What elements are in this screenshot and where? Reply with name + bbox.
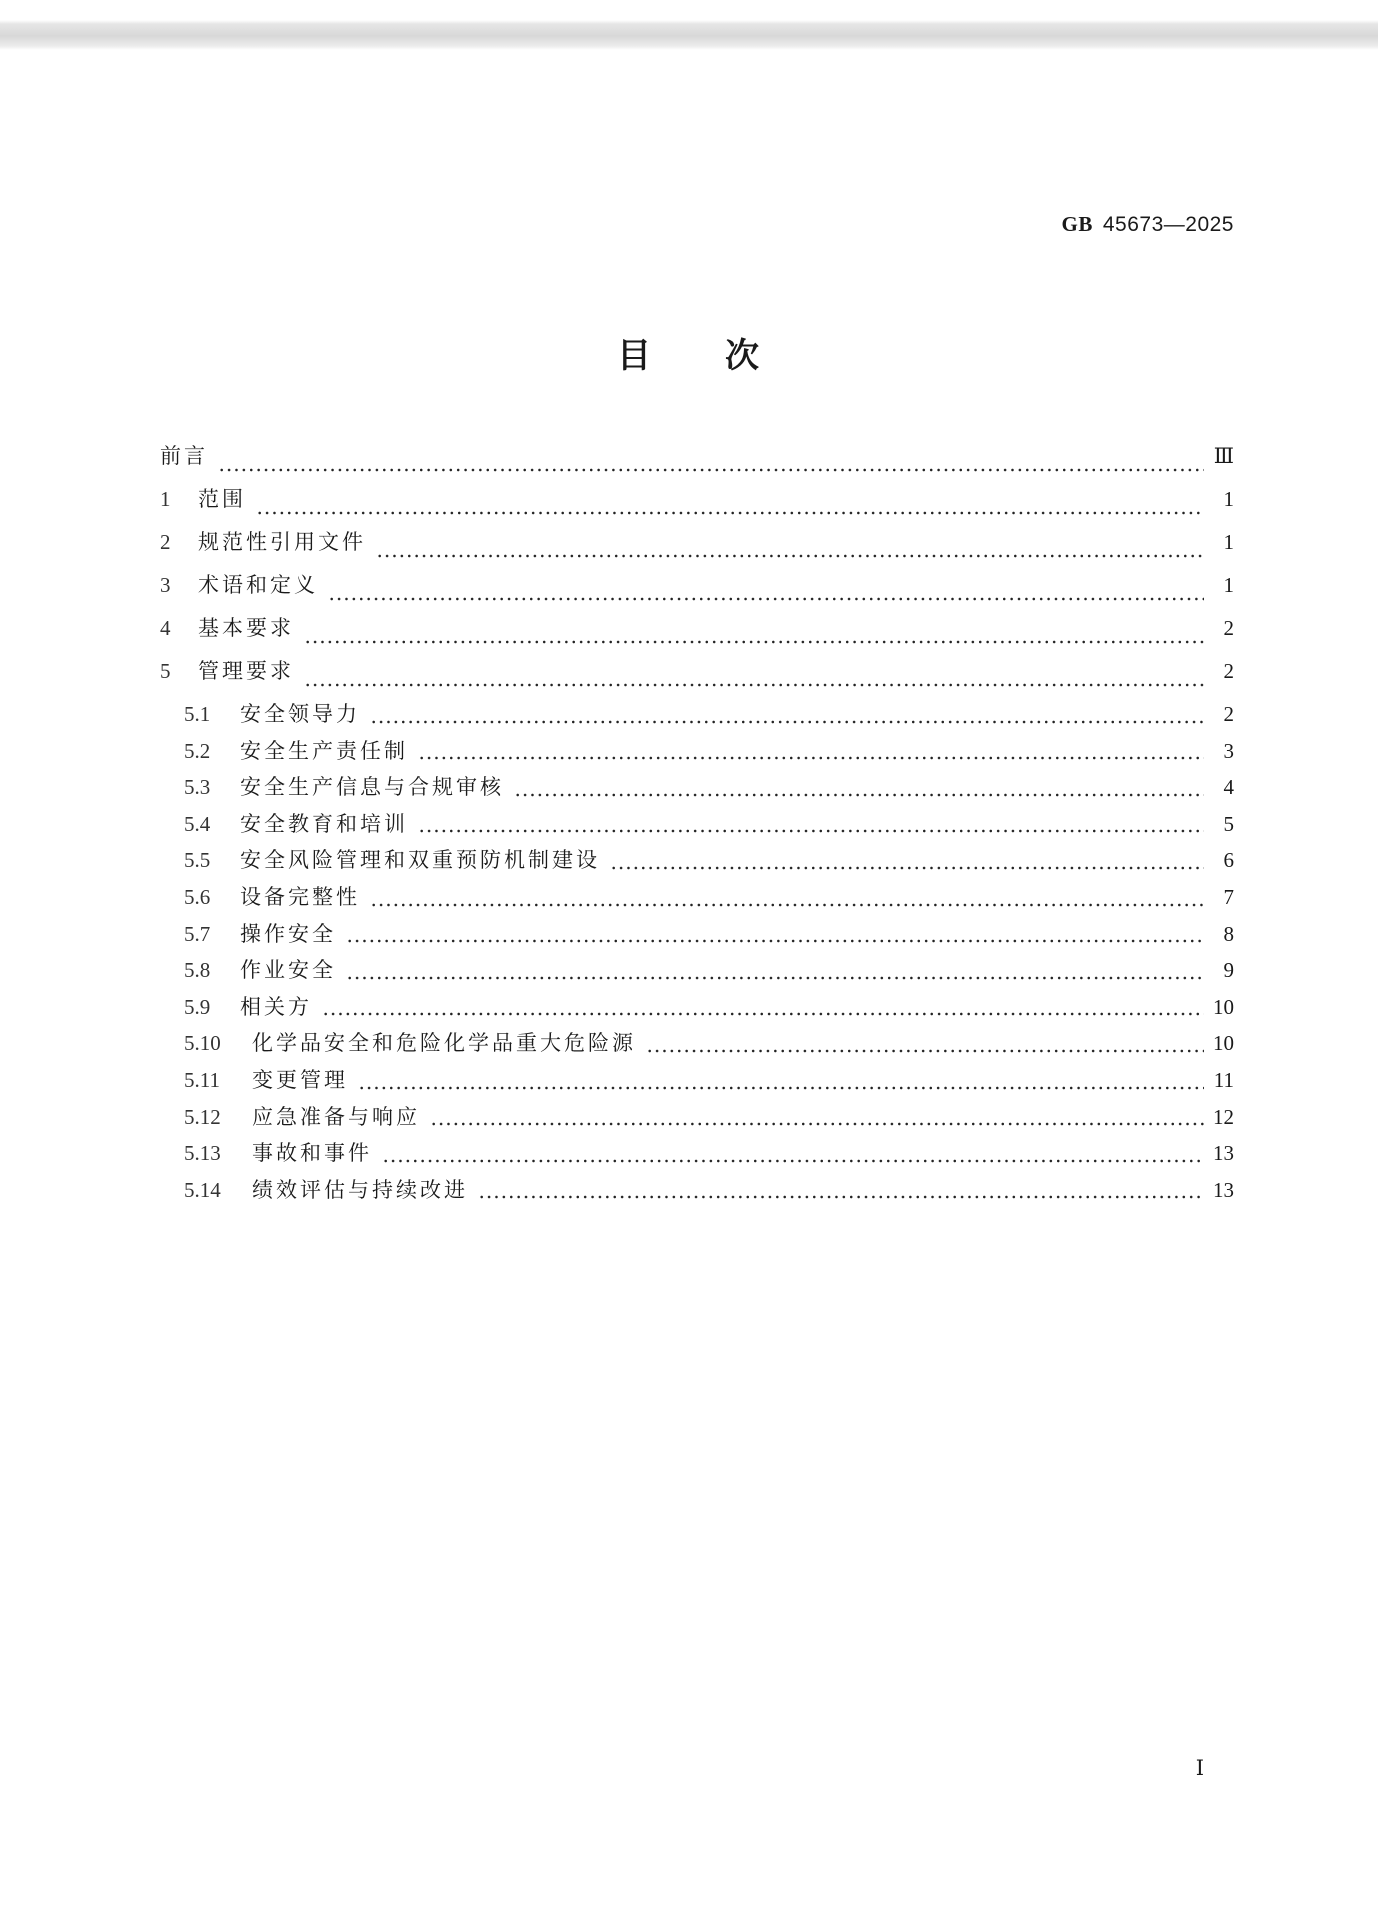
toc-entry-page: 6 [1223, 848, 1234, 873]
toc-entry-title: 作业安全 [240, 958, 336, 983]
toc-entry[interactable] [160, 737, 1234, 774]
toc-entry-page: 11 [1213, 1067, 1234, 1092]
toc-entry-page: 2 [1223, 702, 1234, 726]
toc-entry[interactable] [160, 571, 1234, 614]
toc-entry-page: Ⅲ [1213, 444, 1234, 468]
toc-dot-leader [418, 752, 1204, 764]
toc-dot-leader [256, 507, 1204, 519]
toc-entry-title: 安全领导力 [240, 702, 360, 726]
toc-entry-number: 5.9 [184, 994, 211, 1019]
toc-entry-title: 绩效评估与持续改进 [252, 1177, 468, 1202]
toc-entry-title: 化学品安全和危险化学品重大危险源 [252, 1031, 636, 1056]
toc-dot-leader [418, 825, 1204, 837]
toc-dot-leader [382, 1155, 1204, 1167]
toc-dot-leader [610, 862, 1204, 874]
standard-number: 45673—2025 [1102, 213, 1234, 236]
toc-entry[interactable] [160, 810, 1234, 847]
toc-entry[interactable] [160, 846, 1234, 883]
toc-entry-page: 1 [1223, 573, 1234, 597]
toc-entry[interactable] [160, 1139, 1234, 1176]
toc-entry-title: 规范性引用文件 [198, 530, 366, 554]
toc-dot-leader [346, 972, 1204, 984]
toc-entry-title: 基本要求 [198, 616, 294, 640]
toc-dot-leader [358, 1082, 1204, 1094]
toc-entry-page: 3 [1223, 738, 1234, 763]
title-part-2: 次 [725, 336, 761, 376]
viewer-top-band [0, 0, 1378, 50]
toc-entry-number: 4 [160, 616, 171, 640]
toc-entry-number: 5 [160, 659, 171, 683]
toc-dot-leader [370, 899, 1204, 911]
toc-entry-number: 2 [160, 530, 171, 554]
toc-entry-page: 8 [1223, 921, 1234, 946]
toc-entry-title: 安全教育和培训 [240, 811, 408, 836]
toc-entry-title: 操作安全 [240, 921, 336, 946]
standard-prefix: GB [1061, 212, 1093, 236]
toc-entry-page: 5 [1223, 811, 1234, 836]
toc-entry-number: 5.13 [184, 1141, 221, 1166]
toc-entry-title: 变更管理 [252, 1067, 348, 1092]
standard-code [1062, 212, 1234, 237]
toc-entry[interactable] [160, 614, 1234, 657]
toc-entry-page: 7 [1223, 884, 1234, 909]
toc-entry-title: 术语和定义 [198, 573, 318, 597]
toc-entry-page: 9 [1223, 958, 1234, 983]
toc-entry-title: 相关方 [240, 994, 312, 1019]
page-title [0, 328, 1378, 377]
toc-dot-leader [346, 935, 1204, 947]
toc-entry-page: 10 [1213, 1031, 1234, 1056]
toc-entry[interactable] [160, 773, 1234, 810]
toc-dot-leader [304, 636, 1204, 648]
toc-entry-number: 5.6 [184, 884, 211, 909]
toc-entry-number: 5.8 [184, 958, 211, 983]
toc-entry-number: 1 [160, 487, 171, 511]
toc-dot-leader [376, 550, 1204, 562]
page-number: Ⅰ [1195, 1756, 1204, 1780]
toc-entry[interactable] [160, 528, 1234, 571]
toc-entry-title: 事故和事件 [252, 1141, 372, 1166]
toc-entry-page: 13 [1213, 1177, 1234, 1202]
toc-dot-leader [370, 716, 1204, 728]
toc-entry[interactable] [160, 883, 1234, 920]
toc-entry-number: 5.10 [184, 1031, 221, 1056]
toc-entry-number: 5.3 [184, 775, 211, 800]
toc-dot-leader [478, 1191, 1204, 1203]
toc-entry-number: 5.11 [184, 1067, 220, 1092]
toc-entry-number: 3 [160, 573, 171, 597]
toc-entry-number: 5.14 [184, 1177, 221, 1202]
toc-entry-title: 设备完整性 [240, 884, 360, 909]
toc-entry[interactable] [160, 1066, 1234, 1103]
toc-entry-title: 安全生产信息与合规审核 [240, 775, 504, 800]
toc-entry-page: 12 [1213, 1104, 1234, 1129]
toc-entry-number: 5.12 [184, 1104, 221, 1129]
toc-dot-leader [304, 679, 1204, 691]
toc-entry[interactable] [160, 1176, 1234, 1213]
toc-dot-leader [430, 1118, 1204, 1130]
toc-entry[interactable] [160, 1029, 1234, 1066]
toc-entry-page: 1 [1223, 530, 1234, 554]
toc-entry[interactable] [160, 442, 1234, 485]
toc-entry-page: 2 [1223, 616, 1234, 640]
toc-entry-number: 5.4 [184, 811, 211, 836]
toc-entry-title: 管理要求 [198, 659, 294, 683]
toc-entry-page: 4 [1223, 775, 1234, 800]
toc-entry-number: 5.7 [184, 921, 211, 946]
toc-dot-leader [514, 789, 1204, 801]
toc-dot-leader [646, 1045, 1204, 1057]
toc-entry-title: 应急准备与响应 [252, 1104, 420, 1129]
toc-entry-number: 5.1 [184, 702, 211, 726]
toc-entry-title: 前言 [160, 444, 208, 468]
title-part-1: 目 [617, 336, 653, 376]
toc-entry[interactable] [160, 485, 1234, 528]
toc-entry-page: 13 [1213, 1141, 1234, 1166]
toc-dot-leader [218, 464, 1204, 476]
toc-entry-page: 1 [1223, 487, 1234, 511]
toc-entry-page: 2 [1223, 659, 1234, 683]
toc-entry[interactable] [160, 993, 1234, 1030]
toc-entry[interactable] [160, 956, 1234, 993]
toc-entry-page: 10 [1213, 994, 1234, 1019]
toc-entry-title: 安全生产责任制 [240, 738, 408, 763]
toc-entry[interactable] [160, 1103, 1234, 1140]
toc-entry-number: 5.5 [184, 848, 211, 873]
toc-entry-title: 范围 [198, 487, 246, 511]
toc-entry[interactable] [160, 700, 1234, 737]
toc-entry[interactable] [160, 657, 1234, 700]
toc-dot-leader [322, 1008, 1204, 1020]
toc-entry[interactable] [160, 920, 1234, 957]
toc-entry-title: 安全风险管理和双重预防机制建设 [240, 848, 600, 873]
toc-entry-number: 5.2 [184, 738, 211, 763]
table-of-contents [160, 442, 1234, 1212]
toc-dot-leader [328, 593, 1204, 605]
